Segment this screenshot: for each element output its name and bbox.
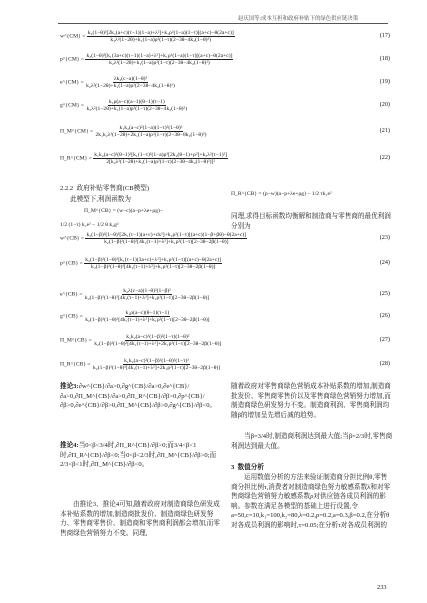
equation-numerator: k₂λ(c−a)(1−θ)²(1−β)²	[123, 288, 171, 294]
equation-numerator: λk₂(c−a)(1−θ)²	[113, 76, 148, 82]
section-title: 政府补贴零售商(CB模型)	[76, 185, 150, 192]
equation-row	[60, 30, 390, 44]
equation-lhs: Π_R^{CM} =	[60, 155, 94, 162]
equation-denominator: k₂(1−β)²(1−θ)²[4k₁(τ−1)+λ²]+k₁ρ²(1−τ)[2−3θ−2β(1−θ)]	[104, 239, 229, 246]
page-number: 233	[377, 584, 387, 591]
section-3-title: 数值分析	[237, 464, 264, 471]
equation-denominator: k₂(1−β)²(1−θ)²[4k₁(τ−1)+λ²]+k₁ρ²(1−τ)[2−3θ−2β(1−θ)]	[84, 295, 210, 302]
equation-lhs: e^{CM} =	[60, 79, 86, 86]
equation-lhs: w^{CM} =	[60, 33, 87, 40]
equation-row	[60, 310, 390, 324]
right-paragraph-2: 当β=3/4时,制造商利润达到最大值;当β=2/3时,零售商利润达到最大值。	[231, 433, 393, 450]
equation-number: (27)	[379, 336, 390, 343]
inference-3-label: 推论3:	[60, 383, 79, 390]
equation-lhs: Π_M^{CM} =	[60, 128, 95, 135]
equation-lhs: p^{CM} =	[60, 56, 86, 63]
inference-3-text: ∂w^{CB}/∂a>0,∂g^{CB}/∂a>0,∂e^{CB}/∂a>0,∂Π_M^{CB}/∂a>0,∂Π_R^{CB}/∂β>0,∂p^{CB}/∂β>0,∂e^{CB}/∂β>0,∂Π_M^{CB}/∂β>0,∂g^{CB}/∂β<0。	[60, 383, 217, 410]
section-number: 2.2.2	[60, 185, 74, 192]
equation-numerator: k₁ρ(a−c)(a−1)(θ−1)(τ−1)	[108, 99, 165, 105]
inference-4	[60, 441, 222, 470]
inference-4-text: 当0<β<3/4时,∂Π_R^{CB}/∂β>0;而3/4<β<1时,∂Π_R^{CB}/∂β<0;当0<β<2/3时,∂Π_M^{CB}/∂β>0;而2/3<β<1时,∂Π_M^{CB}/∂β<0。	[60, 442, 217, 469]
equation-row	[60, 99, 390, 113]
equation-number: (18)	[379, 55, 390, 62]
equation-fraction	[85, 53, 233, 67]
equation-row	[60, 125, 390, 139]
equation-number: (19)	[379, 78, 390, 85]
right-paragraph-3: 运用数值分析的方法来验证制造商分担比例θ,零售商分担比例τ,消费者对制造商绿色努力敏感系数λ和对零售商绿色营销努力敏感系数ρ对供应链各成员利润的影响。参数在满足各模型的基础上进行设置,令a=50,c=10,k₁=100,k₂=80,λ=0.2,ρ=0.2,a=0.3,β=0.2,在分析θ对各成员利润的影响时,τ=0.05;在分析τ对各成员利润的	[231, 474, 391, 529]
equation-row	[60, 76, 390, 90]
equation-fraction	[93, 334, 222, 348]
header-rule	[58, 23, 388, 24]
equation-number: (17)	[379, 32, 390, 39]
equation-denominator: k₂(1−β)²(1−θ)²[4k₁(τ−1)+λ²]+k₁ρ²(1−τ)[2−3θ−2β(1−θ)]	[91, 264, 216, 271]
inference-4-label: 推论4:	[60, 442, 79, 449]
equation-row	[60, 358, 390, 372]
right-paragraph-1: 随着政府对零售商绿色营销成本补贴系数的增加,制造商批发价、零售商零售价以及零售商绿色营销努力增加,而制造商绿色研发努力不变。制造商利润、零售商利润均随β的增加呈先增后减的趋势。	[231, 383, 391, 419]
equation-number: (25)	[379, 290, 390, 297]
equation-row	[60, 152, 390, 166]
equation-fraction	[85, 76, 176, 90]
section-intro: 此模型下,利润函数为	[70, 196, 131, 203]
equation-number: (21)	[379, 127, 390, 134]
equation-denominator: 2[k₂λ²(1−2θ)+k₁(1−a)ρ²(1−τ)(2−3θ−4k₂(1−θ)²)]²	[106, 159, 216, 166]
equation-number: (20)	[379, 101, 390, 108]
equation-numerator: k₂(1−β)²(1−θ)²[2k₁(τ−1)(a+c)+ck²]+k₁ρ²(1−τ)[(a+c)(1−β+βθ)−θ(2a+c)]	[86, 232, 247, 238]
equation-denominator: k₂λ²(1−2θ)+k₁(1−a)ρ²(1−τ)(2−3θ−4k₂(1−θ)²)	[86, 106, 188, 113]
equation-number: (24)	[379, 259, 390, 266]
equation-fraction	[84, 257, 222, 271]
equation-denominator: k₂(1−β)²(1−θ)²[4k₁(τ−1)+λ²]+k₁ρ²(1−τ)[2−3θ−2β(1−θ)]	[85, 317, 210, 324]
equation-number: (22)	[379, 154, 390, 161]
equation-row	[60, 334, 390, 348]
equation-numerator: k₁k₂(a−c)²(1−β)²(1−τ)(1−θ)²	[126, 334, 190, 340]
equation-row	[60, 53, 390, 67]
equation-denominator: k₂λ²(1−2θ)+k₁(1−a)ρ²(2−3θ−4k₂(1−θ)²)	[86, 83, 175, 90]
equation-fraction	[84, 288, 210, 302]
equation-fraction	[85, 99, 188, 113]
equation-number: (23)	[379, 234, 390, 241]
equation-numerator: k₂(1−θ)²[k₁(3a+c)(τ−1)(1−a)+λ²]+k₁ρ²(1−a)(1−τ)[(a+c)−θ(2a+c)]	[86, 53, 233, 59]
section-heading-222	[60, 184, 149, 194]
equation-numerator: k₁k₂(a−c)²(θ−1)²[k₁(1−τ)²(1−a)ρ²[2k₂(θ−1)+ρ²]+k₂λ²(τ−1)²]	[94, 152, 228, 158]
equation-numerator: k₂(1−θ)²[2k₁(a+c)(τ−1)(1−a)+λ²]+k₁ρ²(1−a)(1−τ)[(a+c)−θ(2a+c)]	[87, 30, 234, 36]
equation-fraction	[92, 358, 221, 372]
equation-number: (28)	[379, 360, 390, 367]
equation-lhs: g^{CB} =	[60, 313, 85, 320]
equation-numerator: k₁ρ(a−c)(θ−1)(τ−1)	[125, 310, 170, 316]
equation-number: (26)	[379, 312, 390, 319]
equation-lhs: e^{CB} =	[60, 291, 84, 298]
section-3-heading	[231, 461, 264, 471]
inference-3	[60, 382, 222, 411]
equation-lhs: Π_R^{CB} =	[60, 361, 92, 368]
equation-lhs: w^{CB} =	[60, 235, 86, 242]
section-para: 同理,求得目标函数均衡解和制造商与零售商的最优利润分别为	[231, 213, 391, 230]
profit-manufacturer-cb-cont: 1/2 (1−τ) k₁e² − 1/2 θ k₂g²	[60, 222, 119, 228]
equation-lhs: g^{CM} =	[60, 102, 86, 109]
left-paragraph: 由推论3、推论4可知,随着政府对制造商绿色研发成本补贴系数的增加,制造商批发价、制造商绿色研发努力、零售商零售价、制造商和零售商利润都会增加,而零售商绿色营销努力不变。同理,	[60, 501, 220, 537]
equation-fraction	[94, 125, 207, 139]
equation-lhs: Π_M^{CB} =	[60, 337, 94, 344]
equation-fraction	[84, 310, 210, 324]
running-title: 赵庆国等:成本互担和政府补贴下的绿色供应链决策	[238, 16, 359, 22]
equation-denominator: k₂(1−β)²(1−θ)²[4k₁(τ−1)+λ²]+2k₁ρ²(1−τ)[2−3θ−2β(1−θ)]	[92, 365, 221, 372]
equation-fraction	[87, 30, 235, 44]
section-3-number: 3	[231, 464, 235, 471]
equation-numerator: k₁k₂(a−c)²(1−a)(1−τ)²(1−θ)²	[119, 125, 183, 131]
equation-lhs: p^{CB} =	[60, 260, 85, 267]
equation-denominator: k₂λ²(1−2θ)+k₁(1−a)ρ²(1−τ)(2−3θ−4k₂(1−θ)²)	[109, 60, 210, 67]
equation-row	[60, 232, 390, 246]
equation-row	[60, 257, 390, 271]
equation-denominator: k₂(1−β)²(1−θ)²[4k₁(τ−1)+λ²]+2k₁ρ²(1−τ)[2−3θ−2β(1−θ)]	[94, 341, 222, 348]
equation-numerator: k₁k₂(a−c)²(1−β)²(1−θ)²(1−τ)²	[124, 358, 189, 364]
equation-denominator: k₂λ²(1−2θ)+k₁(1−a)ρ²(1−τ)(2−3θ−4k₂(1−θ)²)	[110, 37, 212, 44]
equation-numerator: k₂(1−β)²(1−θ)²[k₁(τ−1)(3a+c)+λ²]+k₁ρ²(1−τ)[(a+c)−θ(2a+c)]	[85, 257, 222, 263]
profit-retailer-cb: Π_R^{CB} = (p−w)(a−p+λe+ρg) − 1/2 τk₁e²	[231, 191, 332, 197]
equation-fraction	[85, 232, 247, 246]
profit-manufacturer-cb: Π_M^{CB} = (w−c)(a−p+λe+ρg)−	[84, 208, 164, 214]
equation-fraction	[93, 152, 228, 166]
equation-row	[60, 288, 390, 302]
equation-denominator: 2k₁k₂λ²(1−2θ)+2k₁(1−a)ρ²(1−τ)(2−3θ−8k₂(1−θ)²)	[95, 132, 207, 139]
